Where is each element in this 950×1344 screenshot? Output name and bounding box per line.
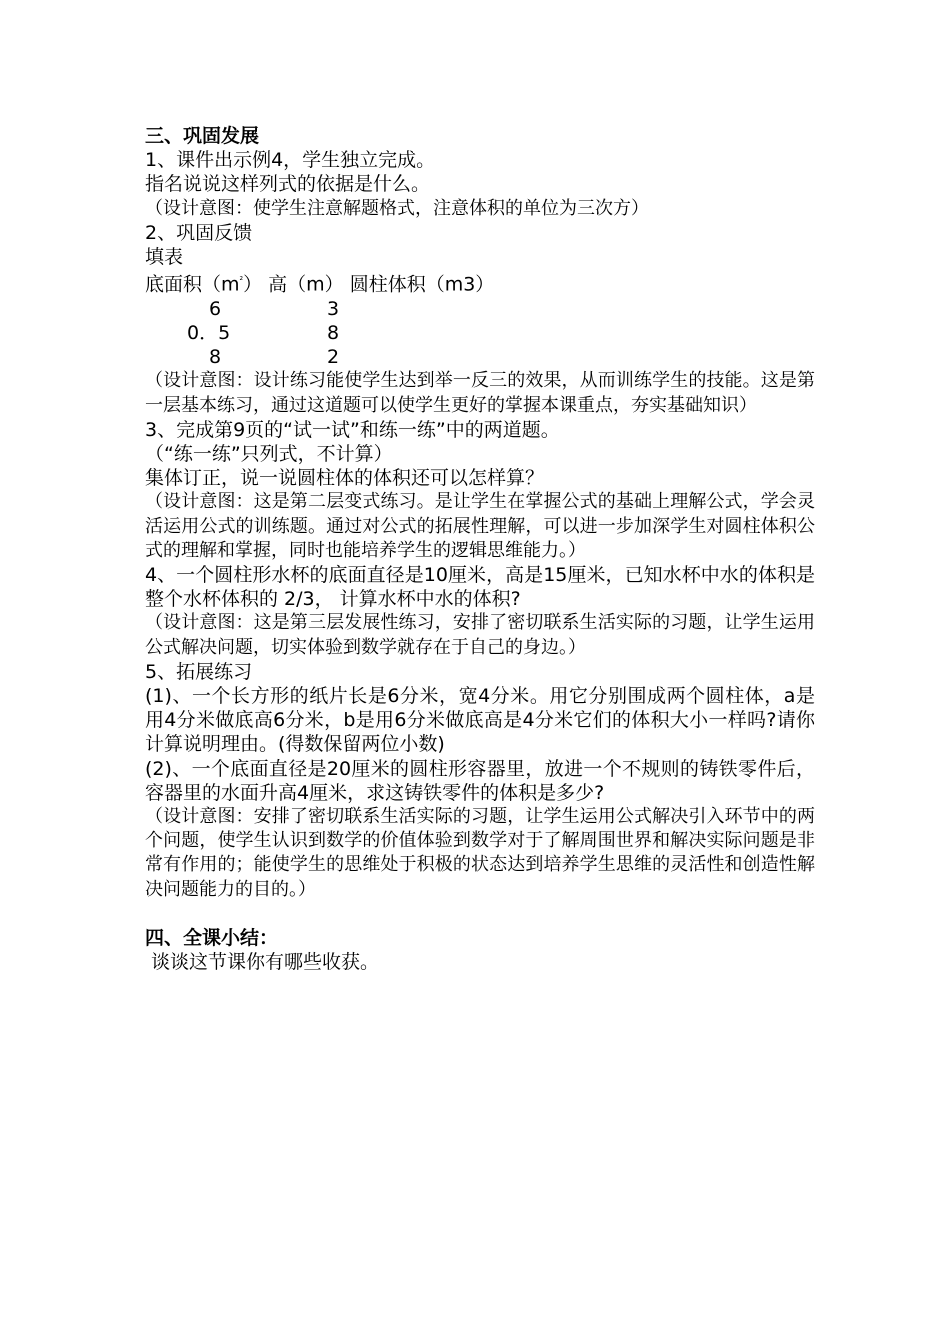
- lesson-content: [145, 124, 815, 974]
- table-header-part1: 底面积（m: [145, 273, 240, 296]
- table-cell-height: 8: [327, 321, 340, 344]
- item4-design-note: （设计意图：这是第三层发展性练习，安排了密切联系生活实际的习题，让学生运用公式解决问题，切实体验到数学就存在于自己的身边。）: [145, 612, 815, 658]
- table-cell-height: 2: [327, 346, 340, 369]
- item5-question1: (1)、一个长方形的纸片长是6分米，宽4分米。用它分别围成两个圆柱体，a是用4分米做底高6分米，b是用6分米做底高是4分米它们的体积大小一样吗?请你计算说明理由。(得数保留两位小数): [145, 684, 815, 756]
- table-header-superscript: ²: [239, 276, 244, 287]
- section4-heading: 四、全课小结：: [145, 926, 279, 949]
- item5-design-note: （设计意图：安排了密切联系生活实际的习题，让学生运用公式解决引入环节中的两个问题，使学生认识到数学的价值体验到数学对于了解周围世界和解决实际问题是非常有作用的；能使学生的思维处于积极的状态达到培养学生思维的灵活性和创造性解决问题能力的目的。）: [145, 805, 815, 900]
- item1-text: 1、课件出示例4，学生独立完成。: [145, 149, 436, 172]
- section4-text: 谈谈这节课你有哪些收获。: [145, 950, 380, 973]
- table-row: [145, 321, 815, 345]
- item4-text: 4、一个圆柱形水杯的底面直径是10厘米，高是15厘米，已知水杯中水的体积是整个水杯体积的 2/3， 计算水杯中水的体积?: [145, 563, 815, 611]
- section-spacer: [145, 902, 815, 926]
- section3-heading: 三、巩固发展: [145, 125, 260, 147]
- table-header: [145, 269, 815, 297]
- item5-text: 5、拓展练习: [145, 660, 253, 683]
- table-row: [145, 297, 815, 321]
- fill-table-label: 填表: [145, 246, 184, 269]
- item3-text: 3、完成第9页的“试一试”和练一练”中的两道题。: [145, 418, 560, 441]
- item2-design-note: （设计意图：设计练习能使学生达到举一反三的效果，从而训练学生的技能。这是第一层基本练习，通过这道题可以使学生更好的掌握本课重点，夯实基础知识）: [145, 370, 815, 416]
- item5-question2: (2)、一个底面直径是20厘米的圆柱形容器里，放进一个不规则的铸铁零件后，容器里的水面升高4厘米，求这铸铁零件的体积是多少?: [145, 757, 815, 804]
- table-header-part2: ） 高（m） 圆柱体积（m3）: [243, 273, 495, 296]
- table-cell-base: 0．5: [187, 321, 231, 344]
- table-cell-base: 8: [209, 346, 222, 369]
- item3-design-note: （设计意图：这是第二层变式练习。是让学生在掌握公式的基础上理解公式，学会灵活运用公式的训练题。通过对公式的拓展性理解，可以进一步加深学生对圆柱体积公式的理解和掌握，同时也能培养学生的逻辑思维能力。）: [145, 491, 815, 561]
- table-cell-height: 3: [327, 297, 340, 320]
- item1-follow-text: 指名说说这样列式的依据是什么。: [145, 173, 431, 196]
- item1-design-note: （设计意图：使学生注意解题格式，注意体积的单位为三次方）: [145, 197, 649, 219]
- item2-text: 2、巩固反馈: [145, 221, 253, 244]
- item3-sub-text: （“练一练”只列式，不计算）: [145, 442, 393, 465]
- item3-follow-text: 集体订正，说一说圆柱体的体积还可以怎样算？: [145, 467, 545, 490]
- table-row: [145, 345, 815, 369]
- table-cell-base: 6: [209, 297, 222, 320]
